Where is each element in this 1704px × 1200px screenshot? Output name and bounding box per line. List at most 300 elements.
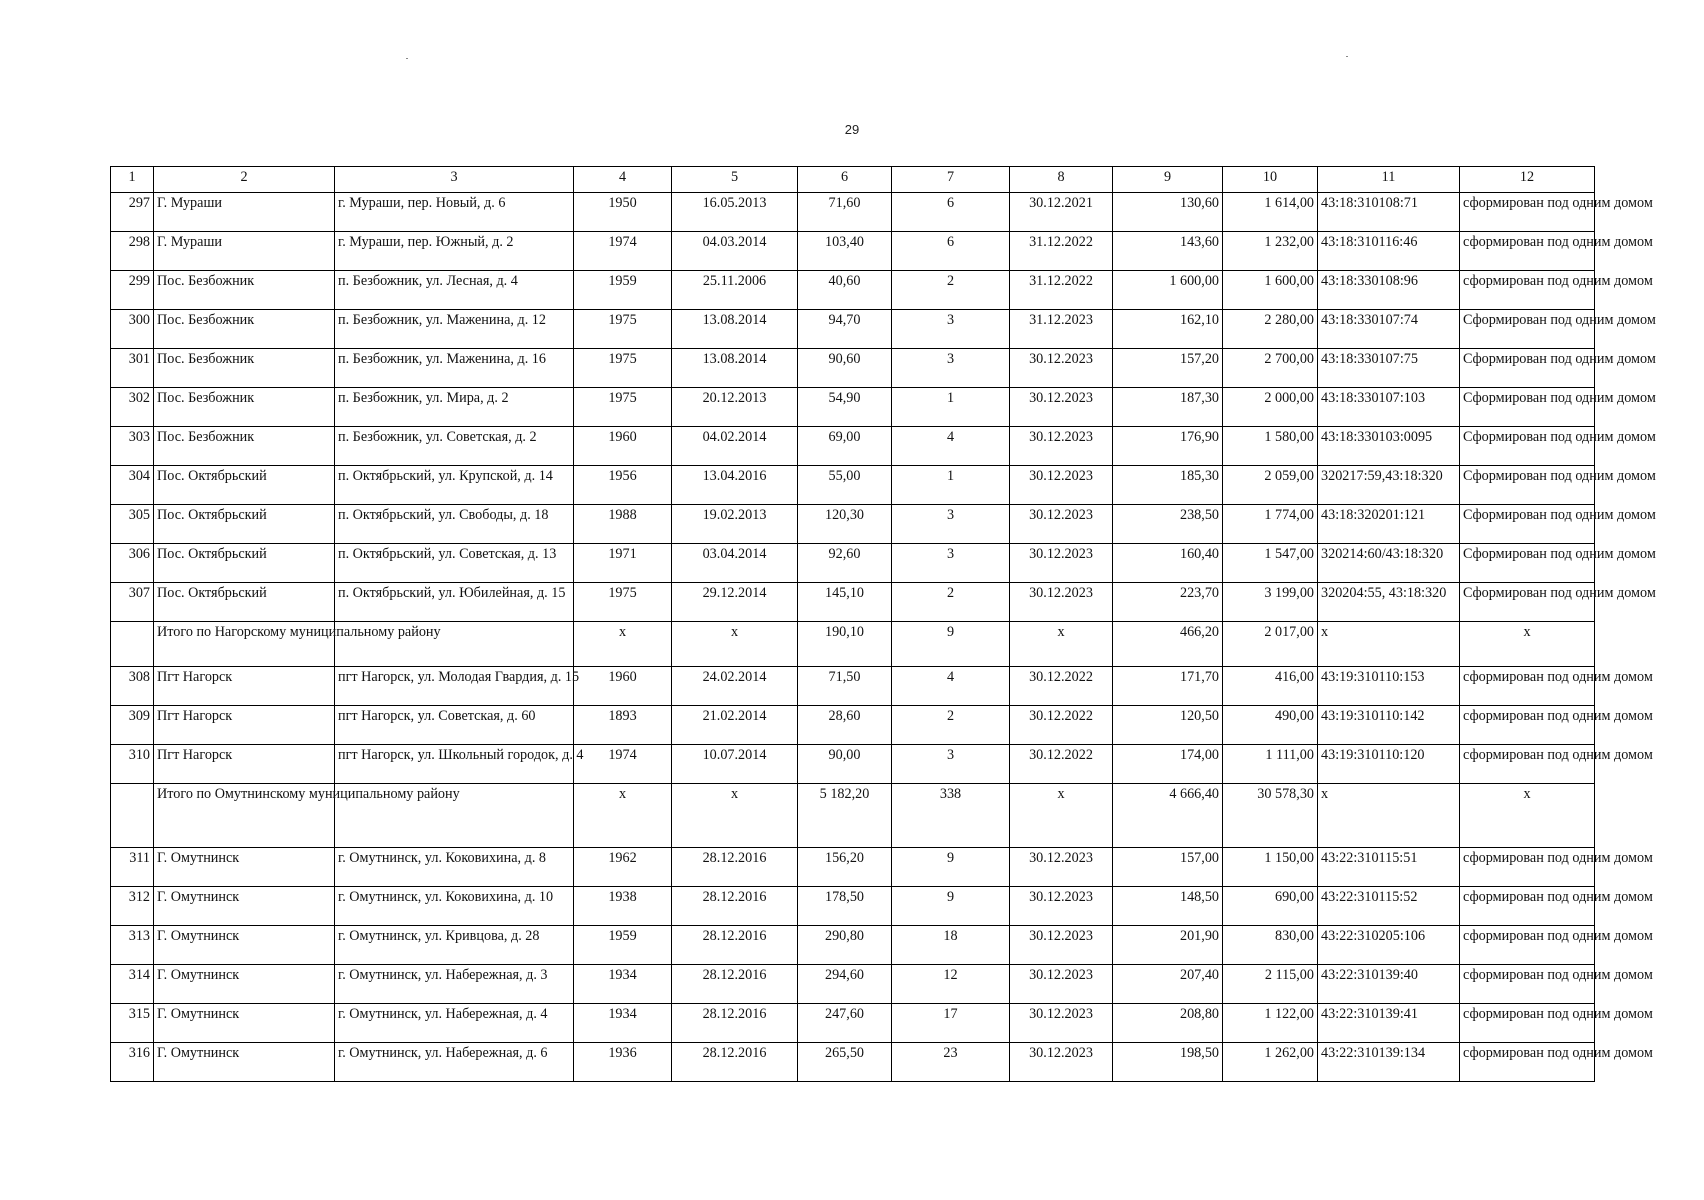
build-year-cell: 1971 xyxy=(574,544,672,583)
settlement-cell: Г. Омутнинск xyxy=(154,926,335,965)
deadline-cell: 30.12.2022 xyxy=(1010,667,1113,706)
address-cell: п. Октябрьский, ул. Юбилейная, д. 15 xyxy=(335,583,574,622)
land-status-cell: сформирован под одним домом xyxy=(1460,1043,1595,1082)
area-cell: 90,60 xyxy=(798,349,892,388)
land-status-cell: сформирован под одним домом xyxy=(1460,745,1595,784)
residents-cell: 6 xyxy=(892,232,1010,271)
land-area-cell: 207,40 xyxy=(1113,965,1223,1004)
build-year-cell: 1988 xyxy=(574,505,672,544)
settlement-cell: Г. Омутнинск xyxy=(154,848,335,887)
residents-cell: 18 xyxy=(892,926,1010,965)
cost-cell: 1 547,00 xyxy=(1223,544,1318,583)
residents-cell: 1 xyxy=(892,466,1010,505)
cost-cell: 2 000,00 xyxy=(1223,388,1318,427)
cadastral-number-cell: 43:18:330107:74 xyxy=(1318,310,1460,349)
land-area-cell: 223,70 xyxy=(1113,583,1223,622)
column-header: 3 xyxy=(335,167,574,193)
land-area-cell: 466,20 xyxy=(1113,622,1223,667)
row-number-cell: 309 xyxy=(111,706,154,745)
date-cell: x xyxy=(672,784,798,848)
land-status-cell: сформирован под одним домом xyxy=(1460,706,1595,745)
area-cell: 40,60 xyxy=(798,271,892,310)
table-row xyxy=(111,232,1595,271)
date-cell: 19.02.2013 xyxy=(672,505,798,544)
land-status-cell: Сформирован под одним домом xyxy=(1460,388,1595,427)
subtotal-row xyxy=(111,622,1595,667)
area-cell: 103,40 xyxy=(798,232,892,271)
cost-cell: 2 700,00 xyxy=(1223,349,1318,388)
residents-cell: 3 xyxy=(892,505,1010,544)
area-cell: 265,50 xyxy=(798,1043,892,1082)
land-area-cell: 187,30 xyxy=(1113,388,1223,427)
address-cell: п. Октябрьский, ул. Советская, д. 13 xyxy=(335,544,574,583)
cost-cell: 1 614,00 xyxy=(1223,193,1318,232)
table-row xyxy=(111,388,1595,427)
residents-cell: 9 xyxy=(892,887,1010,926)
table-row xyxy=(111,926,1595,965)
build-year-cell: x xyxy=(574,784,672,848)
column-header: 12 xyxy=(1460,167,1595,193)
cadastral-number-cell: 320204:55, 43:18:320 xyxy=(1318,583,1460,622)
deadline-cell: x xyxy=(1010,622,1113,667)
date-cell: 03.04.2014 xyxy=(672,544,798,583)
deadline-cell: 31.12.2022 xyxy=(1010,232,1113,271)
address-cell: п. Безбожник, ул. Советская, д. 2 xyxy=(335,427,574,466)
date-cell: 20.12.2013 xyxy=(672,388,798,427)
deadline-cell: 30.12.2023 xyxy=(1010,887,1113,926)
address-cell: г. Омутнинск, ул. Набережная, д. 4 xyxy=(335,1004,574,1043)
land-area-cell: 120,50 xyxy=(1113,706,1223,745)
date-cell: 28.12.2016 xyxy=(672,965,798,1004)
address-cell: г. Мураши, пер. Южный, д. 2 xyxy=(335,232,574,271)
land-status-cell: Сформирован под одним домом xyxy=(1460,544,1595,583)
settlement-cell: Г. Мураши xyxy=(154,193,335,232)
residents-cell: 1 xyxy=(892,388,1010,427)
settlement-cell: Пос. Безбожник xyxy=(154,388,335,427)
deadline-cell: 30.12.2023 xyxy=(1010,1043,1113,1082)
table-row xyxy=(111,310,1595,349)
row-number-cell: 302 xyxy=(111,388,154,427)
table-row xyxy=(111,848,1595,887)
land-area-cell: 198,50 xyxy=(1113,1043,1223,1082)
deadline-cell: 30.12.2023 xyxy=(1010,926,1113,965)
land-status-cell: сформирован под одним домом xyxy=(1460,271,1595,310)
table-row xyxy=(111,193,1595,232)
scan-speck xyxy=(1346,56,1348,57)
build-year-cell: 1934 xyxy=(574,1004,672,1043)
cost-cell: 1 580,00 xyxy=(1223,427,1318,466)
area-cell: 145,10 xyxy=(798,583,892,622)
land-area-cell: 208,80 xyxy=(1113,1004,1223,1043)
row-number-cell: 297 xyxy=(111,193,154,232)
area-cell: 190,10 xyxy=(798,622,892,667)
area-cell: 290,80 xyxy=(798,926,892,965)
date-cell: x xyxy=(672,622,798,667)
settlement-cell: Пос. Безбожник xyxy=(154,349,335,388)
settlement-cell: Г. Мураши xyxy=(154,232,335,271)
row-number-cell: 316 xyxy=(111,1043,154,1082)
build-year-cell: 1959 xyxy=(574,926,672,965)
table-row xyxy=(111,427,1595,466)
land-status-cell: Сформирован под одним домом xyxy=(1460,349,1595,388)
cadastral-number-cell: 43:18:310116:46 xyxy=(1318,232,1460,271)
land-status-cell: Сформирован под одним домом xyxy=(1460,505,1595,544)
build-year-cell: 1975 xyxy=(574,583,672,622)
column-header: 7 xyxy=(892,167,1010,193)
cadastral-number-cell: 43:22:310205:106 xyxy=(1318,926,1460,965)
date-cell: 25.11.2006 xyxy=(672,271,798,310)
row-number-cell: 311 xyxy=(111,848,154,887)
build-year-cell: 1962 xyxy=(574,848,672,887)
residents-cell: 9 xyxy=(892,622,1010,667)
row-number-cell xyxy=(111,784,154,848)
date-cell: 28.12.2016 xyxy=(672,1004,798,1043)
area-cell: 156,20 xyxy=(798,848,892,887)
cadastral-number-cell: 43:18:330107:103 xyxy=(1318,388,1460,427)
deadline-cell: 30.12.2021 xyxy=(1010,193,1113,232)
land-area-cell: 174,00 xyxy=(1113,745,1223,784)
address-cell: п. Безбожник, ул. Маженина, д. 12 xyxy=(335,310,574,349)
residents-cell: 2 xyxy=(892,583,1010,622)
area-cell: 92,60 xyxy=(798,544,892,583)
settlement-cell: Г. Омутнинск xyxy=(154,887,335,926)
land-area-cell: 162,10 xyxy=(1113,310,1223,349)
deadline-cell: 30.12.2023 xyxy=(1010,466,1113,505)
area-cell: 55,00 xyxy=(798,466,892,505)
land-area-cell: 4 666,40 xyxy=(1113,784,1223,848)
land-area-cell: 1 600,00 xyxy=(1113,271,1223,310)
deadline-cell: 30.12.2023 xyxy=(1010,1004,1113,1043)
settlement-cell: Пгт Нагорск xyxy=(154,706,335,745)
cost-cell: 490,00 xyxy=(1223,706,1318,745)
date-cell: 13.08.2014 xyxy=(672,310,798,349)
row-number-cell: 305 xyxy=(111,505,154,544)
cadastral-number-cell: 320214:60/43:18:320 xyxy=(1318,544,1460,583)
date-cell: 28.12.2016 xyxy=(672,1043,798,1082)
table-row xyxy=(111,505,1595,544)
column-header: 8 xyxy=(1010,167,1113,193)
date-cell: 04.03.2014 xyxy=(672,232,798,271)
row-number-cell: 314 xyxy=(111,965,154,1004)
address-cell: г. Омутнинск, ул. Набережная, д. 6 xyxy=(335,1043,574,1082)
area-cell: 71,60 xyxy=(798,193,892,232)
cost-cell: 1 122,00 xyxy=(1223,1004,1318,1043)
land-area-cell: 160,40 xyxy=(1113,544,1223,583)
table-row xyxy=(111,965,1595,1004)
cost-cell: 1 774,00 xyxy=(1223,505,1318,544)
residents-cell: 6 xyxy=(892,193,1010,232)
land-status-cell: Сформирован под одним домом xyxy=(1460,310,1595,349)
date-cell: 10.07.2014 xyxy=(672,745,798,784)
land-area-cell: 130,60 xyxy=(1113,193,1223,232)
address-cell: г. Омутнинск, ул. Коковихина, д. 8 xyxy=(335,848,574,887)
date-cell: 21.02.2014 xyxy=(672,706,798,745)
column-header: 10 xyxy=(1223,167,1318,193)
cadastral-number-cell: 43:18:330107:75 xyxy=(1318,349,1460,388)
deadline-cell: 30.12.2023 xyxy=(1010,427,1113,466)
table-row xyxy=(111,887,1595,926)
date-cell: 28.12.2016 xyxy=(672,848,798,887)
settlement-cell: Пос. Безбожник xyxy=(154,271,335,310)
date-cell: 13.08.2014 xyxy=(672,349,798,388)
address-cell: пгт Нагорск, ул. Молодая Гвардия, д. 15 xyxy=(335,667,574,706)
build-year-cell: 1975 xyxy=(574,349,672,388)
residents-cell: 3 xyxy=(892,544,1010,583)
build-year-cell: 1959 xyxy=(574,271,672,310)
cost-cell: 2 059,00 xyxy=(1223,466,1318,505)
cost-cell: 830,00 xyxy=(1223,926,1318,965)
address-cell: пгт Нагорск, ул. Школьный городок, д. 4 xyxy=(335,745,574,784)
build-year-cell: 1974 xyxy=(574,745,672,784)
column-header: 5 xyxy=(672,167,798,193)
residents-cell: 4 xyxy=(892,667,1010,706)
deadline-cell: x xyxy=(1010,784,1113,848)
land-area-cell: 148,50 xyxy=(1113,887,1223,926)
date-cell: 29.12.2014 xyxy=(672,583,798,622)
residents-cell: 3 xyxy=(892,349,1010,388)
cadastral-number-cell: x xyxy=(1318,622,1460,667)
land-area-cell: 238,50 xyxy=(1113,505,1223,544)
address-cell: г. Омутнинск, ул. Кривцова, д. 28 xyxy=(335,926,574,965)
address-cell: г. Мураши, пер. Новый, д. 6 xyxy=(335,193,574,232)
row-number-cell: 307 xyxy=(111,583,154,622)
build-year-cell: 1960 xyxy=(574,667,672,706)
cadastral-number-cell: 43:19:310110:120 xyxy=(1318,745,1460,784)
cadastral-number-cell: 43:22:310139:134 xyxy=(1318,1043,1460,1082)
address-cell: г. Омутнинск, ул. Набережная, д. 3 xyxy=(335,965,574,1004)
area-cell: 5 182,20 xyxy=(798,784,892,848)
deadline-cell: 30.12.2023 xyxy=(1010,388,1113,427)
land-area-cell: 157,20 xyxy=(1113,349,1223,388)
cadastral-number-cell: 320217:59,43:18:320 xyxy=(1318,466,1460,505)
cost-cell: 3 199,00 xyxy=(1223,583,1318,622)
column-header: 11 xyxy=(1318,167,1460,193)
deadline-cell: 30.12.2023 xyxy=(1010,848,1113,887)
residents-cell: 3 xyxy=(892,310,1010,349)
land-area-cell: 185,30 xyxy=(1113,466,1223,505)
cost-cell: 416,00 xyxy=(1223,667,1318,706)
column-number-header-row xyxy=(111,167,1595,193)
cost-cell: 30 578,30 xyxy=(1223,784,1318,848)
deadline-cell: 30.12.2022 xyxy=(1010,706,1113,745)
column-header: 2 xyxy=(154,167,335,193)
land-area-cell: 201,90 xyxy=(1113,926,1223,965)
land-area-cell: 157,00 xyxy=(1113,848,1223,887)
land-status-cell: Сформирован под одним домом xyxy=(1460,583,1595,622)
column-header: 4 xyxy=(574,167,672,193)
row-number-cell: 308 xyxy=(111,667,154,706)
cadastral-number-cell: 43:18:310108:71 xyxy=(1318,193,1460,232)
table-row xyxy=(111,349,1595,388)
land-status-cell: сформирован под одним домом xyxy=(1460,1004,1595,1043)
land-status-cell: сформирован под одним домом xyxy=(1460,965,1595,1004)
cadastral-number-cell: 43:18:320201:121 xyxy=(1318,505,1460,544)
build-year-cell: 1936 xyxy=(574,1043,672,1082)
build-year-cell: 1960 xyxy=(574,427,672,466)
cadastral-number-cell: 43:18:330108:96 xyxy=(1318,271,1460,310)
cadastral-number-cell: 43:22:310115:51 xyxy=(1318,848,1460,887)
cost-cell: 1 262,00 xyxy=(1223,1043,1318,1082)
residents-cell: 9 xyxy=(892,848,1010,887)
table-row xyxy=(111,466,1595,505)
area-cell: 90,00 xyxy=(798,745,892,784)
land-status-cell: x xyxy=(1460,622,1595,667)
address-cell: п. Безбожник, ул. Мира, д. 2 xyxy=(335,388,574,427)
cost-cell: 2 280,00 xyxy=(1223,310,1318,349)
housing-registry-table xyxy=(110,166,1656,1082)
area-cell: 69,00 xyxy=(798,427,892,466)
land-status-cell: x xyxy=(1460,784,1595,848)
cost-cell: 2 115,00 xyxy=(1223,965,1318,1004)
deadline-cell: 30.12.2023 xyxy=(1010,583,1113,622)
row-number-cell: 303 xyxy=(111,427,154,466)
residents-cell: 12 xyxy=(892,965,1010,1004)
land-area-cell: 176,90 xyxy=(1113,427,1223,466)
date-cell: 28.12.2016 xyxy=(672,926,798,965)
settlement-cell: Г. Омутнинск xyxy=(154,1004,335,1043)
table-row xyxy=(111,544,1595,583)
cost-cell: 1 111,00 xyxy=(1223,745,1318,784)
land-status-cell: сформирован под одним домом xyxy=(1460,926,1595,965)
build-year-cell: 1974 xyxy=(574,232,672,271)
residents-cell: 2 xyxy=(892,271,1010,310)
build-year-cell: 1956 xyxy=(574,466,672,505)
deadline-cell: 30.12.2022 xyxy=(1010,745,1113,784)
area-cell: 94,70 xyxy=(798,310,892,349)
cost-cell: 2 017,00 xyxy=(1223,622,1318,667)
row-number-cell: 301 xyxy=(111,349,154,388)
land-status-cell: сформирован под одним домом xyxy=(1460,232,1595,271)
row-number-cell: 298 xyxy=(111,232,154,271)
cadastral-number-cell: 43:18:330103:0095 xyxy=(1318,427,1460,466)
column-header: 6 xyxy=(798,167,892,193)
address-cell: п. Октябрьский, ул. Крупской, д. 14 xyxy=(335,466,574,505)
date-cell: 16.05.2013 xyxy=(672,193,798,232)
area-cell: 178,50 xyxy=(798,887,892,926)
address-cell: п. Безбожник, ул. Лесная, д. 4 xyxy=(335,271,574,310)
date-cell: 24.02.2014 xyxy=(672,667,798,706)
cadastral-number-cell: 43:19:310110:142 xyxy=(1318,706,1460,745)
area-cell: 120,30 xyxy=(798,505,892,544)
settlement-cell: Пос. Октябрьский xyxy=(154,544,335,583)
address-cell: п. Октябрьский, ул. Свободы, д. 18 xyxy=(335,505,574,544)
cadastral-number-cell: 43:19:310110:153 xyxy=(1318,667,1460,706)
build-year-cell: 1893 xyxy=(574,706,672,745)
deadline-cell: 31.12.2022 xyxy=(1010,271,1113,310)
build-year-cell: 1975 xyxy=(574,310,672,349)
residents-cell: 2 xyxy=(892,706,1010,745)
area-cell: 294,60 xyxy=(798,965,892,1004)
land-area-cell: 171,70 xyxy=(1113,667,1223,706)
deadline-cell: 31.12.2023 xyxy=(1010,310,1113,349)
build-year-cell: 1938 xyxy=(574,887,672,926)
settlement-cell: Пос. Октябрьский xyxy=(154,505,335,544)
residents-cell: 338 xyxy=(892,784,1010,848)
row-number-cell: 315 xyxy=(111,1004,154,1043)
date-cell: 13.04.2016 xyxy=(672,466,798,505)
land-status-cell: Сформирован под одним домом xyxy=(1460,427,1595,466)
cost-cell: 690,00 xyxy=(1223,887,1318,926)
cost-cell: 1 600,00 xyxy=(1223,271,1318,310)
land-status-cell: Сформирован под одним домом xyxy=(1460,466,1595,505)
land-status-cell: сформирован под одним домом xyxy=(1460,848,1595,887)
deadline-cell: 30.12.2023 xyxy=(1010,544,1113,583)
residents-cell: 17 xyxy=(892,1004,1010,1043)
row-number-cell: 299 xyxy=(111,271,154,310)
settlement-cell: Итого по Омутнинскому муниципальному району xyxy=(154,784,335,848)
area-cell: 54,90 xyxy=(798,388,892,427)
page-number: 29 xyxy=(844,122,860,137)
cost-cell: 1 150,00 xyxy=(1223,848,1318,887)
address-cell: п. Безбожник, ул. Маженина, д. 16 xyxy=(335,349,574,388)
settlement-cell: Г. Омутнинск xyxy=(154,965,335,1004)
cadastral-number-cell: 43:22:310139:40 xyxy=(1318,965,1460,1004)
table-row xyxy=(111,1004,1595,1043)
address-cell: г. Омутнинск, ул. Коковихина, д. 10 xyxy=(335,887,574,926)
build-year-cell: 1934 xyxy=(574,965,672,1004)
date-cell: 04.02.2014 xyxy=(672,427,798,466)
table-row xyxy=(111,271,1595,310)
residents-cell: 3 xyxy=(892,745,1010,784)
row-number-cell xyxy=(111,622,154,667)
table-row xyxy=(111,667,1595,706)
land-status-cell: сформирован под одним домом xyxy=(1460,667,1595,706)
table-row xyxy=(111,1043,1595,1082)
land-area-cell: 143,60 xyxy=(1113,232,1223,271)
settlement-cell: Пос. Октябрьский xyxy=(154,583,335,622)
land-status-cell: сформирован под одним домом xyxy=(1460,887,1595,926)
column-header: 1 xyxy=(111,167,154,193)
subtotal-row xyxy=(111,784,1595,848)
settlement-cell: Пгт Нагорск xyxy=(154,667,335,706)
build-year-cell: x xyxy=(574,622,672,667)
build-year-cell: 1975 xyxy=(574,388,672,427)
cadastral-number-cell: 43:22:310115:52 xyxy=(1318,887,1460,926)
settlement-cell: Г. Омутнинск xyxy=(154,1043,335,1082)
table-row xyxy=(111,706,1595,745)
settlement-cell: Пгт Нагорск xyxy=(154,745,335,784)
settlement-cell: Пос. Октябрьский xyxy=(154,466,335,505)
row-number-cell: 306 xyxy=(111,544,154,583)
column-header: 9 xyxy=(1113,167,1223,193)
settlement-cell: Итого по Нагорскому муниципальному району xyxy=(154,622,335,667)
settlement-cell: Пос. Безбожник xyxy=(154,310,335,349)
cadastral-number-cell: x xyxy=(1318,784,1460,848)
land-status-cell: сформирован под одним домом xyxy=(1460,193,1595,232)
row-number-cell: 312 xyxy=(111,887,154,926)
table-row xyxy=(111,745,1595,784)
row-number-cell: 313 xyxy=(111,926,154,965)
residents-cell: 4 xyxy=(892,427,1010,466)
scan-speck xyxy=(406,58,408,59)
settlement-cell: Пос. Безбожник xyxy=(154,427,335,466)
address-cell: пгт Нагорск, ул. Советская, д. 60 xyxy=(335,706,574,745)
deadline-cell: 30.12.2023 xyxy=(1010,505,1113,544)
deadline-cell: 30.12.2023 xyxy=(1010,965,1113,1004)
registry-body xyxy=(111,193,1656,1082)
table-row xyxy=(111,583,1595,622)
residents-cell: 23 xyxy=(892,1043,1010,1082)
cost-cell: 1 232,00 xyxy=(1223,232,1318,271)
area-cell: 28,60 xyxy=(798,706,892,745)
row-number-cell: 310 xyxy=(111,745,154,784)
cadastral-number-cell: 43:22:310139:41 xyxy=(1318,1004,1460,1043)
build-year-cell: 1950 xyxy=(574,193,672,232)
row-number-cell: 304 xyxy=(111,466,154,505)
deadline-cell: 30.12.2023 xyxy=(1010,349,1113,388)
date-cell: 28.12.2016 xyxy=(672,887,798,926)
row-number-cell: 300 xyxy=(111,310,154,349)
